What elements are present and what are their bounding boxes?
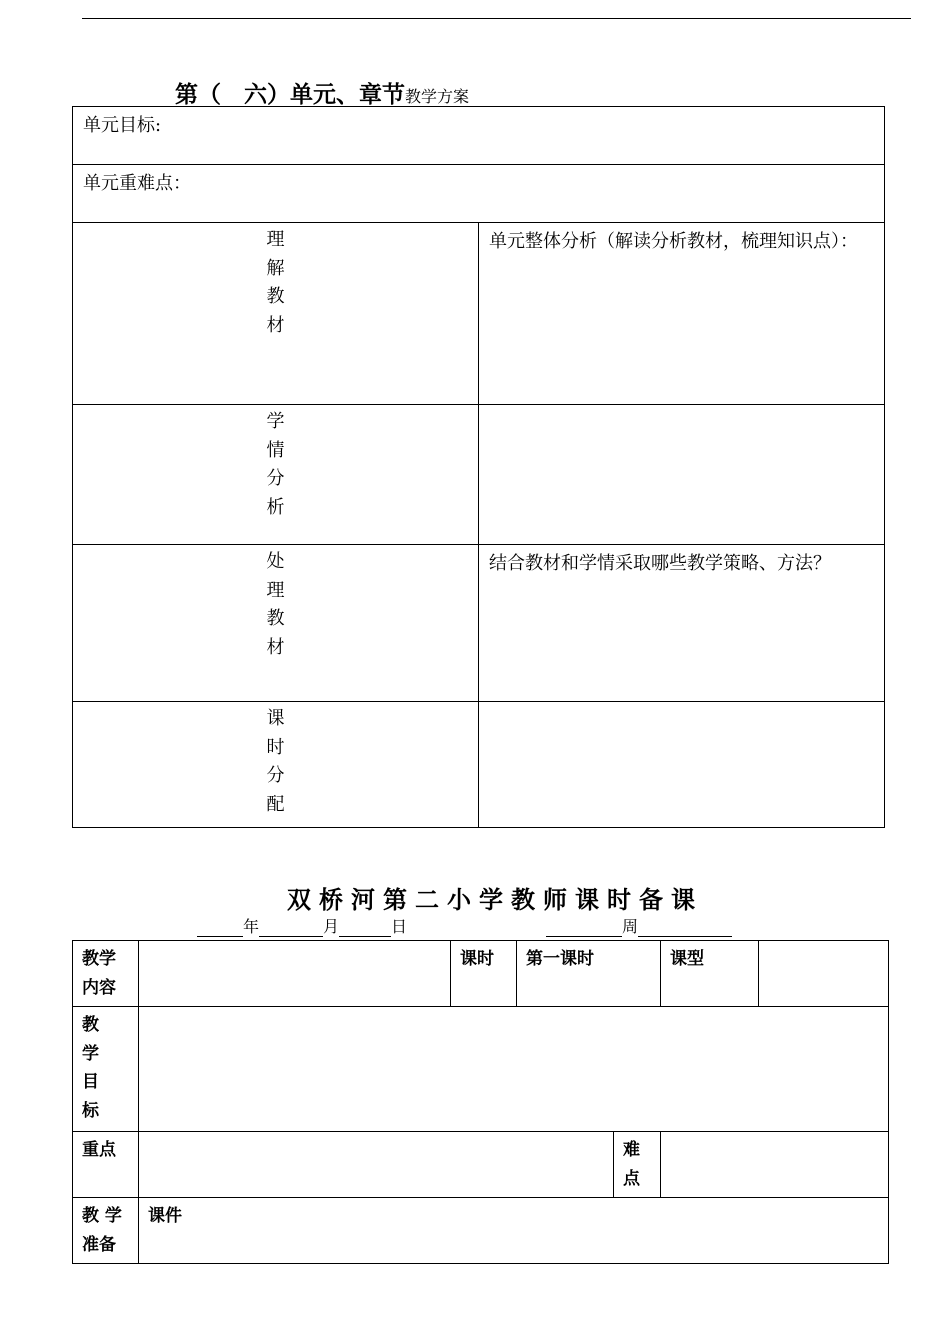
content-label: 教学 内容 [73,941,139,1007]
header-rule [82,18,911,19]
hours-allocation-label: 课 时 分 配 [73,702,479,828]
handle-material-prompt: 结合教材和学情采取哪些教学策略、方法？ [489,553,831,574]
unit-goal-cell[interactable] [73,107,885,165]
period-label: 课时 [451,941,517,1007]
key-point-cell[interactable] [139,1132,614,1198]
week-label: 周 [622,917,639,936]
difficult-cell[interactable] [661,1132,889,1198]
week-blank[interactable] [546,918,622,937]
handle-material-label: 处 理 教 材 [73,545,479,702]
unit-key-difficult-cell[interactable] [73,165,885,223]
day-label: 日 [391,917,408,936]
unit-plan-table [72,106,885,828]
day-blank[interactable] [339,918,391,937]
type-label: 课型 [661,941,759,1007]
handle-material-cell[interactable] [479,545,885,702]
week-row [546,914,732,937]
prep-label: 教 学 准备 [73,1198,139,1264]
type-cell[interactable] [759,941,889,1007]
period-value[interactable]: 第一课时 [517,941,661,1007]
week-trailing-blank[interactable] [638,918,732,937]
goal-cell[interactable] [139,1007,889,1132]
goal-label: 教 学 目 标 [73,1007,139,1132]
unit-plan-title-suffix: 教学方案 [405,87,470,106]
year-label: 年 [243,917,260,936]
lesson-plan-table [72,940,889,1264]
prep-value: 课件 [148,1206,182,1226]
key-point-label: 重点 [73,1132,139,1198]
hours-allocation-cell[interactable] [479,702,885,828]
understand-material-cell[interactable] [479,223,885,405]
understand-material-label: 理 解 教 材 [73,223,479,405]
date-row [197,914,407,937]
year-blank[interactable] [197,918,243,937]
unit-plan-title-main: 第（ 六）单元、章节 [175,81,405,108]
understand-material-prompt: 单元整体分析（解读分析教材，梳理知识点）： [489,231,858,252]
month-label: 月 [323,917,340,936]
learner-analysis-cell[interactable] [479,405,885,545]
content-cell[interactable] [139,941,451,1007]
unit-key-difficult-label: 单元重难点： [83,173,191,194]
unit-goal-label: 单元目标: [83,115,162,136]
lesson-plan-title: 双桥河第二小学教师课时备课 [287,885,703,914]
prep-cell[interactable] [139,1198,889,1264]
month-blank[interactable] [259,918,323,937]
unit-plan-title [175,76,469,109]
difficult-label: 难 点 [614,1132,661,1198]
learner-analysis-label: 学 情 分 析 [73,405,479,545]
